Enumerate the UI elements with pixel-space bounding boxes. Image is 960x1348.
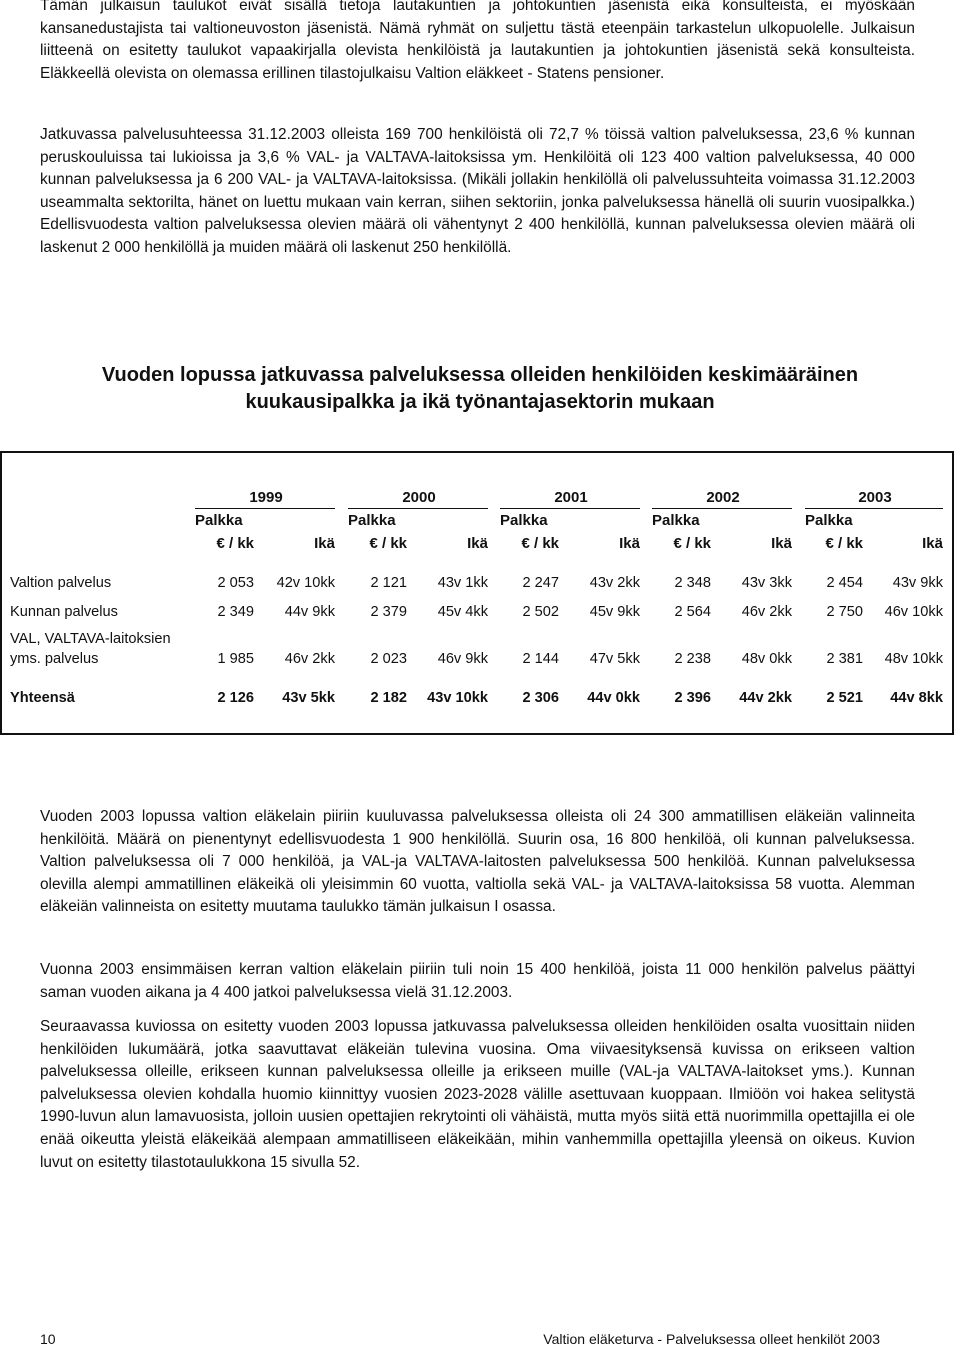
year-header: 2000 bbox=[402, 489, 436, 506]
pay-value: 2 750 bbox=[826, 604, 863, 620]
age-value: 43v 10kk bbox=[427, 690, 488, 706]
pay-unit: € / kk bbox=[521, 535, 559, 552]
pay-value: 2 023 bbox=[370, 651, 407, 667]
pay-value: 2 306 bbox=[522, 690, 559, 706]
year-underline bbox=[195, 508, 335, 509]
age-value: 44v 8kk bbox=[890, 690, 943, 706]
pay-value: 2 521 bbox=[826, 690, 863, 706]
age-value: 43v 9kk bbox=[892, 575, 943, 591]
salary-age-table bbox=[0, 451, 954, 735]
pay-value: 2 182 bbox=[370, 690, 407, 706]
age-value: 43v 2kk bbox=[589, 575, 640, 591]
pay-label: Palkka bbox=[348, 512, 396, 529]
pay-label: Palkka bbox=[652, 512, 700, 529]
pay-value: 2 502 bbox=[522, 604, 559, 620]
pay-value: 2 348 bbox=[674, 575, 711, 591]
pay-value: 2 381 bbox=[826, 651, 863, 667]
age-value: 42v 10kk bbox=[276, 575, 335, 591]
year-underline bbox=[500, 508, 640, 509]
running-title: Valtion eläketurva - Palveluksessa olleet henkilöt 2003 bbox=[543, 1331, 880, 1347]
pay-value: 2 564 bbox=[674, 604, 711, 620]
page-number: 10 bbox=[40, 1331, 56, 1347]
row-label: Valtion palvelus bbox=[10, 575, 112, 591]
pay-value: 2 454 bbox=[826, 575, 863, 591]
age-label: Ikä bbox=[467, 535, 488, 552]
pay-label: Palkka bbox=[500, 512, 548, 529]
age-value: 46v 10kk bbox=[884, 604, 943, 620]
pay-value: 2 121 bbox=[370, 575, 407, 591]
retirement-age-paragraph: Vuoden 2003 lopussa valtion eläkelain piiriin kuuluvassa palveluksessa olleista oli 24 300 ammatillisen eläkeiän valinneita henkilöitä. Määrä on pienentynyt edellisvuodesta 1 900 henkilöllä. Suurin osa, 16 800 henkilöä, oli kunnan palveluksessa. Valtion palveluksessa oli 7 000 henkilöä, ja VAL-ja VALTAVA-laitosten palveluksessa 500 henkilöä. Kunnan palveluksessa olevilla alempi ammatillinen eläkeikä oli yleisimmin 60 vuotta, valtiolla sekä VAL- ja VALTAVA-laitoksissa 58 vuotta. Alemman eläkeiän valinneista on esitetty muutama taulukko tämän julkaisun I osassa. bbox=[40, 808, 915, 916]
pay-value: 2 144 bbox=[522, 651, 559, 667]
age-value: 44v 2kk bbox=[739, 690, 792, 706]
age-value: 47v 5kk bbox=[589, 651, 640, 667]
pay-unit: € / kk bbox=[216, 535, 254, 552]
row-label-cont: yms. palvelus bbox=[10, 651, 99, 667]
pay-value: 2 053 bbox=[217, 575, 254, 591]
age-value: 44v 9kk bbox=[284, 604, 335, 620]
age-value: 48v 0kk bbox=[741, 651, 792, 667]
age-value: 43v 5kk bbox=[282, 690, 335, 706]
year-header: 1999 bbox=[249, 489, 283, 506]
age-value: 46v 9kk bbox=[437, 651, 488, 667]
age-value: 45v 9kk bbox=[589, 604, 640, 620]
age-value: 46v 2kk bbox=[284, 651, 335, 667]
pay-value: 2 396 bbox=[674, 690, 711, 706]
year-header: 2002 bbox=[706, 489, 740, 506]
table-title-line1: Vuoden lopussa jatkuvassa palveluksessa olleiden henkilöiden keskimääräinen bbox=[101, 364, 859, 386]
row-label: VAL, VALTAVA-laitoksien bbox=[10, 631, 171, 647]
pay-unit: € / kk bbox=[825, 535, 863, 552]
pay-value: 2 247 bbox=[522, 575, 559, 591]
age-value: 44v 0kk bbox=[587, 690, 640, 706]
table-title-line2: kuukausipalkka ja ikä työnantajasektorin mukaan bbox=[245, 391, 715, 413]
age-label: Ikä bbox=[619, 535, 640, 552]
year-underline bbox=[652, 508, 792, 509]
table-title bbox=[40, 362, 920, 416]
year-header: 2001 bbox=[554, 489, 588, 506]
new-members-paragraph: Vuonna 2003 ensimmäisen kerran valtion eläkelain piiriin tuli noin 15 400 henkilöä, joista 11 000 henkilön palvelus päättyi saman vuoden aikana ja 4 400 jatkoi palveluksessa vielä 31.12.2003. bbox=[40, 961, 915, 1001]
pay-value: 1 985 bbox=[217, 651, 254, 667]
pay-unit: € / kk bbox=[369, 535, 407, 552]
figure-description-paragraph: Seuraavassa kuviossa on esitetty vuoden 2003 lopussa jatkuvassa palveluksessa olleiden henkilöiden osalta vuosittain niiden henkilöiden lukumäärä, jotka saavuttavat eläkeiän tulevina vuosina. Oma viivaesityksensä kuvissa on erikseen valtion palveluksessa olleille, erikseen kunnan palveluksessa olleille ja erikseen muille (VAL-ja VALTAVA-laitokset yms.). Kunnan palveluksessa olevien kohdalla huomio kiinnittyy vuosien 2023-2028 välille asettuvaan kuoppaan. Ilmiöön voi hakea selitystä 1990-luvun alun lamavuosista, jolloin uusien opettajien rekrytointi oli vähäistä, mutta myös siitä että nuorimmilla opettajilla ei ole enää oikeutta yleistä eläkeikää alempaan ammatilliseen eläkeikään, mihin vanhemmilla opettajilla yleensä on oikeus. Kuvion luvut on esitetty tilastotaulukkona 15 sivulla 52. bbox=[40, 1018, 915, 1171]
row-label: Kunnan palvelus bbox=[10, 604, 118, 620]
age-label: Ikä bbox=[314, 535, 335, 552]
age-value: 43v 3kk bbox=[741, 575, 792, 591]
pay-label: Palkka bbox=[195, 512, 243, 529]
age-value: 46v 2kk bbox=[741, 604, 792, 620]
year-underline bbox=[805, 508, 943, 509]
year-underline bbox=[348, 508, 488, 509]
intro-paragraph: Tämän julkaisun taulukot eivät sisällä tietoja lautakuntien ja johtokuntien jäsenistä eikä konsulteista, ei myöskään kansanedustajista tai valtioneuvoston jäsenistä. Nämä ryhmät on suljettu tästä eteenpäin tarkastelun ulkopuolelle. Julkaisun liitteenä on esitetty taulukot vapaakirjalla olevista henkilöistä ja lautakuntien ja johtokuntien jäsenistä sekä konsulteista. Eläkkeellä olevista on olemassa erillinen tilastojulkaisu Valtion eläkkeet - Statens pensioner. bbox=[40, 0, 915, 82]
age-label: Ikä bbox=[771, 535, 792, 552]
pay-value: 2 379 bbox=[370, 604, 407, 620]
pay-label: Palkka bbox=[805, 512, 853, 529]
row-label: Yhteensä bbox=[10, 690, 75, 706]
age-value: 43v 1kk bbox=[437, 575, 488, 591]
age-value: 48v 10kk bbox=[884, 651, 943, 667]
pay-value: 2 349 bbox=[217, 604, 254, 620]
pay-unit: € / kk bbox=[673, 535, 711, 552]
pay-value: 2 126 bbox=[217, 690, 254, 706]
year-header: 2003 bbox=[858, 489, 892, 506]
age-label: Ikä bbox=[922, 535, 943, 552]
employment-paragraph: Jatkuvassa palvelusuhteessa 31.12.2003 olleista 169 700 henkilöistä oli 72,7 % töissä valtion palveluksessa, 23,6 % kunnan peruskouluissa tai lukioissa ja 3,6 % VAL- ja VALTAVA-laitoksissa ym. Henkilöitä oli 123 400 valtion palveluksessa, 40 000 kunnan palveluksessa ja 6 200 VAL- ja VALTAVA-laitoksissa. (Mikäli jollakin henkilöllä oli palvelussuhteita voimassa 31.12.2003 useammalta sektorilta, hänet on luettu mukaan vain kerran, siihen sektoriin, jonka palveluksessa hänellä oli suurin vuosipalkka.) Edellisvuodesta valtion palveluksessa olevien määrä oli vähentynyt 2 400 henkilöllä, kunnan palveluksessa olevien määrä oli laskenut 2 000 henkilöllä ja muiden määrä oli laskenut 250 henkilöllä. bbox=[40, 126, 915, 256]
age-value: 45v 4kk bbox=[437, 604, 488, 620]
pay-value: 2 238 bbox=[674, 651, 711, 667]
